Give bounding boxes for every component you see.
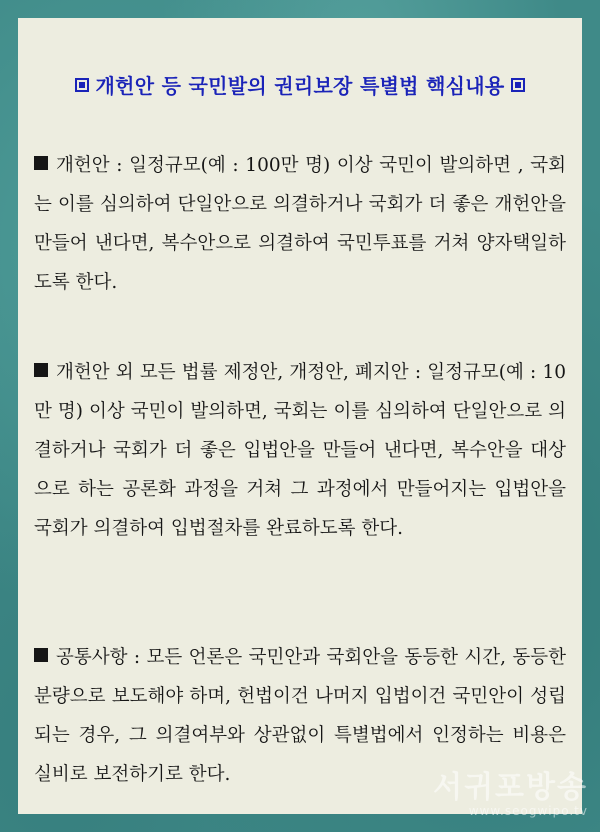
watermark-name: 서귀포방송 [433,770,588,805]
section-text: 개헌안 외 모든 법률 제정안, 개정안, 폐지안 : 일정규모(예 : 10만 명) 이상 국민이 발의하면, 국회는 이를 심의하여 단일안으로 의결하거나 국회가 더 좋은 입법안을 만들어 낸다면, 복수안을 대상으로 하는 공론화 과정을 거쳐 그 과정에서 만들어지는 입법안을 국회가 의결하여 입법절차를 완료하도록 한다. [34,362,566,539]
black-square-bullet-icon [34,363,48,377]
square-bullet-icon [75,78,89,92]
notice-card [18,18,582,814]
square-bullet-icon [511,78,525,92]
section-other-bills [34,353,566,548]
black-square-bullet-icon [34,648,48,662]
page-title-text: 개헌안 등 국민발의 권리보장 특별법 핵심내용 [95,74,505,98]
page-title [18,70,582,99]
section-amendment [34,146,566,302]
watermark-url: www.seogwipo.tv [468,804,588,818]
section-text: 개헌안 : 일정규모(예 : 100만 명) 이상 국민이 발의하면 , 국회는 이를 심의하여 단일안으로 의결하거나 국회가 더 좋은 개헌안을 만들어 낸다면, 복수안으로 의결하여 국민투표를 거쳐 양자택일하도록 한다. [34,155,566,293]
section-common [34,638,566,794]
section-text: 공통사항 : 모든 언론은 국민안과 국회안을 동등한 시간, 동등한 분량으로 보도해야 하며, 헌법이건 나머지 입법이건 국민안이 성립되는 경우, 그 의결여부와 상관없이 특별법에서 인정하는 비용은 실비로 보전하기로 한다. [34,647,566,785]
black-square-bullet-icon [34,156,48,170]
